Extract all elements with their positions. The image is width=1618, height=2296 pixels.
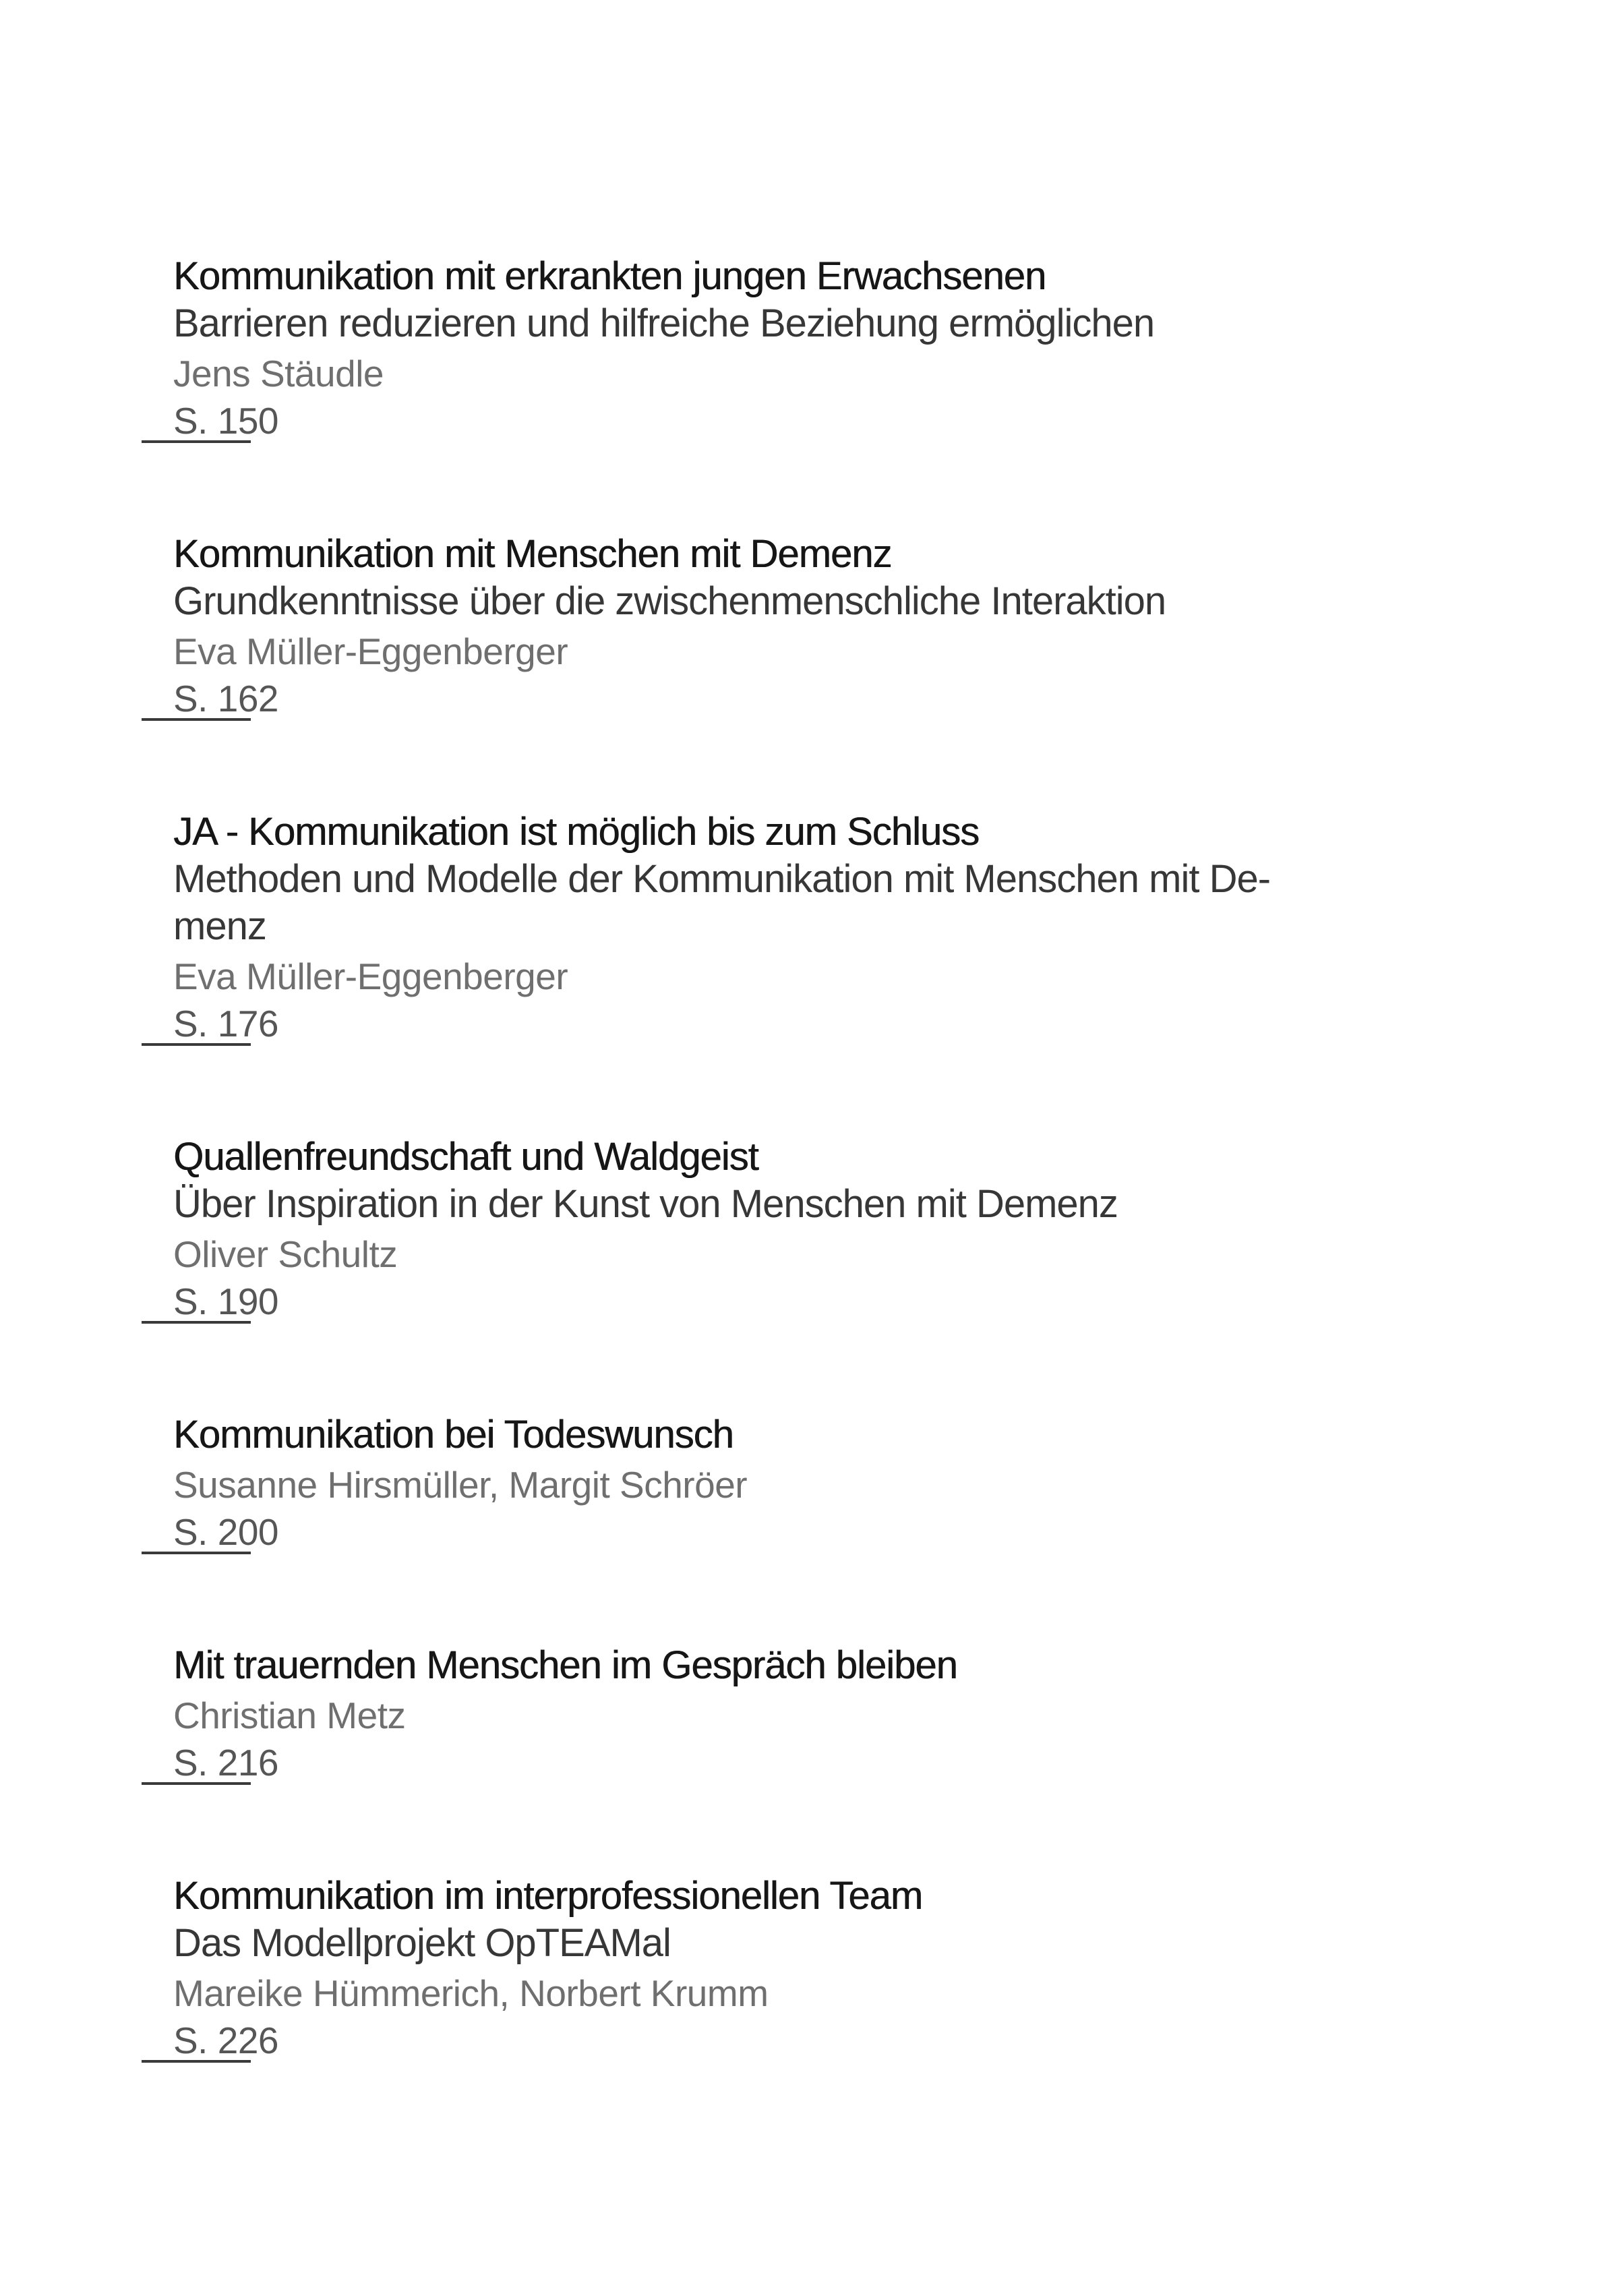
entry-authors: Mareike Hümmerich, Norbert Krumm <box>173 1972 769 2014</box>
entry-subtitle: Barrieren reduzieren und hilfreiche Beziehung ermöglichen <box>173 301 1155 345</box>
entry-page-number: S. 176 <box>173 1003 279 1044</box>
toc-entry <box>173 531 1333 721</box>
toc-entry <box>173 1411 1333 1554</box>
entry-subtitle: menz <box>173 904 266 948</box>
entry-page-number: S. 162 <box>173 678 279 719</box>
toc-entry <box>173 253 1333 443</box>
entry-subtitle: Über Inspiration in der Kunst von Menschen mit Demenz <box>173 1182 1118 1226</box>
entry-page-number: S. 200 <box>173 1511 279 1553</box>
entry-title: Mit trauernden Menschen im Gespräch bleiben <box>173 1643 957 1687</box>
toc-entry <box>173 808 1333 1046</box>
entry-authors: Christian Metz <box>173 1695 406 1736</box>
entry-title: Kommunikation bei Todeswunsch <box>173 1413 733 1456</box>
toc-entry <box>173 1134 1333 1324</box>
entry-authors: Eva Müller-Eggenberger <box>173 955 568 997</box>
entry-page-number: S. 150 <box>173 400 279 442</box>
entry-title: Kommunikation im interprofessionellen Team <box>173 1874 923 1918</box>
table-of-contents <box>173 253 1333 2150</box>
entry-page-number: S. 190 <box>173 1281 279 1322</box>
entry-subtitle: Grundkenntnisse über die zwischenmenschliche Interaktion <box>173 579 1166 623</box>
toc-entry <box>173 1642 1333 1785</box>
entry-page-number: S. 216 <box>173 1742 279 1784</box>
entry-title: Kommunikation mit erkrankten jungen Erwachsenen <box>173 254 1046 298</box>
entry-authors: Jens Stäudle <box>173 353 384 394</box>
entry-title: Quallenfreundschaft und Waldgeist <box>173 1135 758 1179</box>
entry-authors: Oliver Schultz <box>173 1233 398 1275</box>
entry-page-number: S. 226 <box>173 2020 279 2061</box>
entry-subtitle: Methoden und Modelle der Kommunikation mit Menschen mit De- <box>173 857 1271 901</box>
entry-subtitle: Das Modellprojekt OpTEAMal <box>173 1921 671 1965</box>
entry-title: Kommunikation mit Menschen mit Demenz <box>173 532 892 576</box>
entry-authors: Susanne Hirsmüller, Margit Schröer <box>173 1464 748 1506</box>
toc-entry <box>173 1873 1333 2063</box>
entry-authors: Eva Müller-Eggenberger <box>173 630 568 672</box>
entry-title: JA - Kommunikation ist möglich bis zum Schluss <box>173 810 979 854</box>
